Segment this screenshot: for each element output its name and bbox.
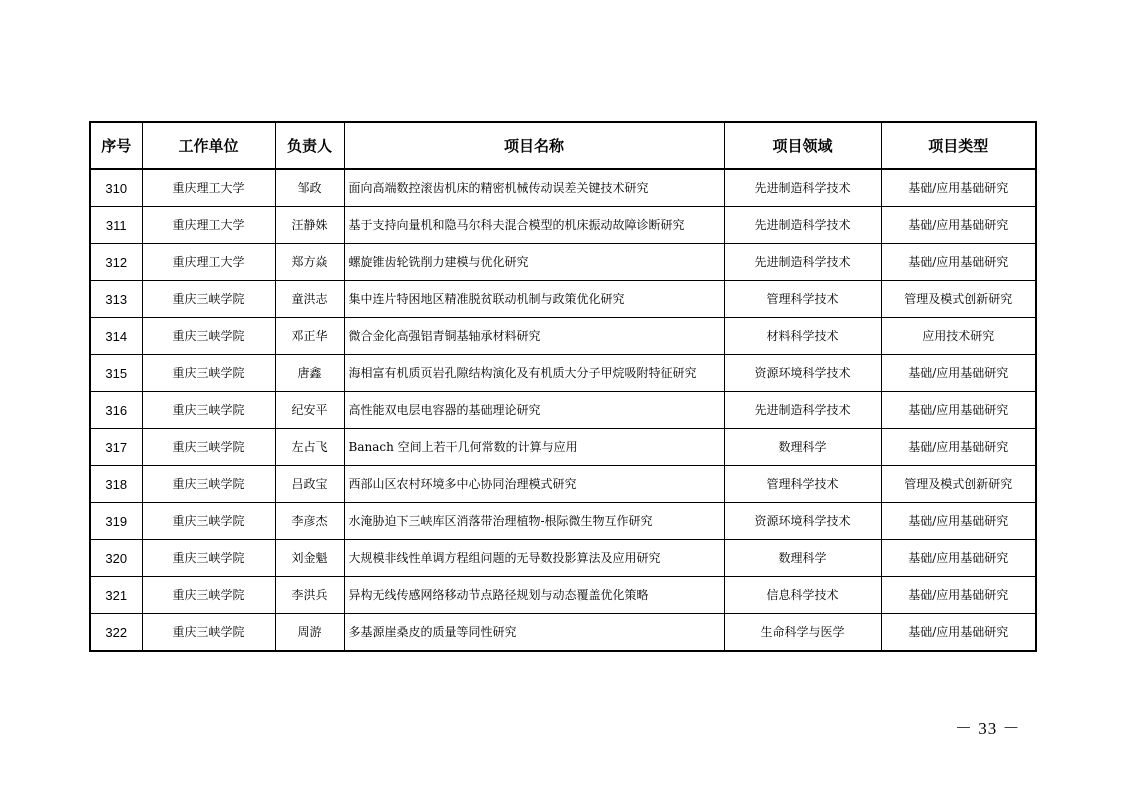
cell-serial-number: 319 xyxy=(90,503,142,540)
cell-serial-number: 311 xyxy=(90,207,142,244)
table-row xyxy=(90,318,1036,355)
cell-project-field: 资源环境科学技术 xyxy=(724,503,881,540)
cell-leader: 汪静姝 xyxy=(275,207,344,244)
table-row xyxy=(90,429,1036,466)
cell-leader: 邓正华 xyxy=(275,318,344,355)
cell-leader: 郑方焱 xyxy=(275,244,344,281)
cell-leader: 邹政 xyxy=(275,169,344,207)
cell-project-type: 基础/应用基础研究 xyxy=(881,169,1036,207)
cell-project-field: 先进制造科学技术 xyxy=(724,244,881,281)
cell-project-type: 基础/应用基础研究 xyxy=(881,614,1036,652)
cell-serial-number: 322 xyxy=(90,614,142,652)
cell-project-type: 管理及模式创新研究 xyxy=(881,281,1036,318)
project-table xyxy=(89,121,1037,652)
cell-serial-number: 320 xyxy=(90,540,142,577)
cell-work-unit: 重庆三峡学院 xyxy=(142,318,275,355)
cell-serial-number: 321 xyxy=(90,577,142,614)
cell-project-field: 数理科学 xyxy=(724,540,881,577)
cell-project-name: 基于支持向量机和隐马尔科夫混合模型的机床振动故障诊断研究 xyxy=(344,207,724,244)
cell-serial-number: 310 xyxy=(90,169,142,207)
header-project-field: 项目领域 xyxy=(724,122,881,169)
cell-serial-number: 313 xyxy=(90,281,142,318)
cell-project-field: 管理科学技术 xyxy=(724,466,881,503)
header-serial-number: 序号 xyxy=(90,122,142,169)
table-row xyxy=(90,207,1036,244)
cell-project-name: Banach 空间上若干几何常数的计算与应用 xyxy=(344,429,724,466)
cell-project-type: 基础/应用基础研究 xyxy=(881,207,1036,244)
cell-project-name: 面向高端数控滚齿机床的精密机械传动误差关键技术研究 xyxy=(344,169,724,207)
cell-project-name: 水淹胁迫下三峡库区消落带治理植物-根际微生物互作研究 xyxy=(344,503,724,540)
cell-leader: 童洪志 xyxy=(275,281,344,318)
cell-leader: 纪安平 xyxy=(275,392,344,429)
cell-work-unit: 重庆三峡学院 xyxy=(142,466,275,503)
table-row xyxy=(90,244,1036,281)
cell-project-field: 生命科学与医学 xyxy=(724,614,881,652)
cell-project-type: 基础/应用基础研究 xyxy=(881,577,1036,614)
cell-project-name: 西部山区农村环境多中心协同治理模式研究 xyxy=(344,466,724,503)
cell-work-unit: 重庆三峡学院 xyxy=(142,577,275,614)
cell-project-name: 螺旋锥齿轮铣削力建模与优化研究 xyxy=(344,244,724,281)
cell-project-type: 管理及模式创新研究 xyxy=(881,466,1036,503)
cell-project-name: 集中连片特困地区精准脱贫联动机制与政策优化研究 xyxy=(344,281,724,318)
cell-project-name: 异构无线传感网络移动节点路径规划与动态覆盖优化策略 xyxy=(344,577,724,614)
cell-leader: 刘金魁 xyxy=(275,540,344,577)
cell-project-type: 基础/应用基础研究 xyxy=(881,244,1036,281)
cell-work-unit: 重庆三峡学院 xyxy=(142,540,275,577)
cell-work-unit: 重庆理工大学 xyxy=(142,169,275,207)
cell-project-field: 先进制造科学技术 xyxy=(724,169,881,207)
cell-leader: 左占飞 xyxy=(275,429,344,466)
cell-work-unit: 重庆三峡学院 xyxy=(142,355,275,392)
cell-project-type: 基础/应用基础研究 xyxy=(881,429,1036,466)
table-row xyxy=(90,540,1036,577)
cell-project-type: 基础/应用基础研究 xyxy=(881,355,1036,392)
table-row xyxy=(90,281,1036,318)
header-row xyxy=(90,122,1036,169)
cell-work-unit: 重庆三峡学院 xyxy=(142,281,275,318)
cell-serial-number: 315 xyxy=(90,355,142,392)
cell-work-unit: 重庆三峡学院 xyxy=(142,503,275,540)
header-work-unit: 工作单位 xyxy=(142,122,275,169)
cell-work-unit: 重庆理工大学 xyxy=(142,207,275,244)
header-project-name: 项目名称 xyxy=(344,122,724,169)
table-row xyxy=(90,466,1036,503)
page-number: － 33 － xyxy=(955,719,1021,738)
table-row xyxy=(90,169,1036,207)
cell-leader: 李彦杰 xyxy=(275,503,344,540)
cell-serial-number: 318 xyxy=(90,466,142,503)
cell-project-field: 资源环境科学技术 xyxy=(724,355,881,392)
cell-project-field: 先进制造科学技术 xyxy=(724,392,881,429)
cell-leader: 唐鑫 xyxy=(275,355,344,392)
cell-serial-number: 314 xyxy=(90,318,142,355)
cell-serial-number: 317 xyxy=(90,429,142,466)
cell-leader: 李洪兵 xyxy=(275,577,344,614)
cell-project-field: 先进制造科学技术 xyxy=(724,207,881,244)
cell-project-name: 大规模非线性单调方程组问题的无导数投影算法及应用研究 xyxy=(344,540,724,577)
cell-project-name: 微合金化高强铝青铜基轴承材料研究 xyxy=(344,318,724,355)
table-header xyxy=(90,122,1036,169)
table-row xyxy=(90,614,1036,652)
table-row xyxy=(90,503,1036,540)
cell-project-name: 高性能双电层电容器的基础理论研究 xyxy=(344,392,724,429)
cell-project-name: 海相富有机质页岩孔隙结构演化及有机质大分子甲烷吸附特征研究 xyxy=(344,355,724,392)
table-body xyxy=(90,169,1036,651)
cell-leader: 吕政宝 xyxy=(275,466,344,503)
cell-project-field: 数理科学 xyxy=(724,429,881,466)
table-row xyxy=(90,392,1036,429)
header-project-type: 项目类型 xyxy=(881,122,1036,169)
cell-project-type: 基础/应用基础研究 xyxy=(881,540,1036,577)
cell-project-type: 基础/应用基础研究 xyxy=(881,503,1036,540)
cell-project-type: 基础/应用基础研究 xyxy=(881,392,1036,429)
cell-serial-number: 312 xyxy=(90,244,142,281)
cell-work-unit: 重庆理工大学 xyxy=(142,244,275,281)
cell-project-field: 材料科学技术 xyxy=(724,318,881,355)
cell-project-type: 应用技术研究 xyxy=(881,318,1036,355)
cell-serial-number: 316 xyxy=(90,392,142,429)
cell-project-name: 多基源崖桑皮的质量等同性研究 xyxy=(344,614,724,652)
cell-work-unit: 重庆三峡学院 xyxy=(142,614,275,652)
table-row xyxy=(90,577,1036,614)
table-row xyxy=(90,355,1036,392)
cell-work-unit: 重庆三峡学院 xyxy=(142,429,275,466)
header-leader: 负责人 xyxy=(275,122,344,169)
cell-project-field: 管理科学技术 xyxy=(724,281,881,318)
cell-project-field: 信息科学技术 xyxy=(724,577,881,614)
cell-leader: 周游 xyxy=(275,614,344,652)
cell-work-unit: 重庆三峡学院 xyxy=(142,392,275,429)
